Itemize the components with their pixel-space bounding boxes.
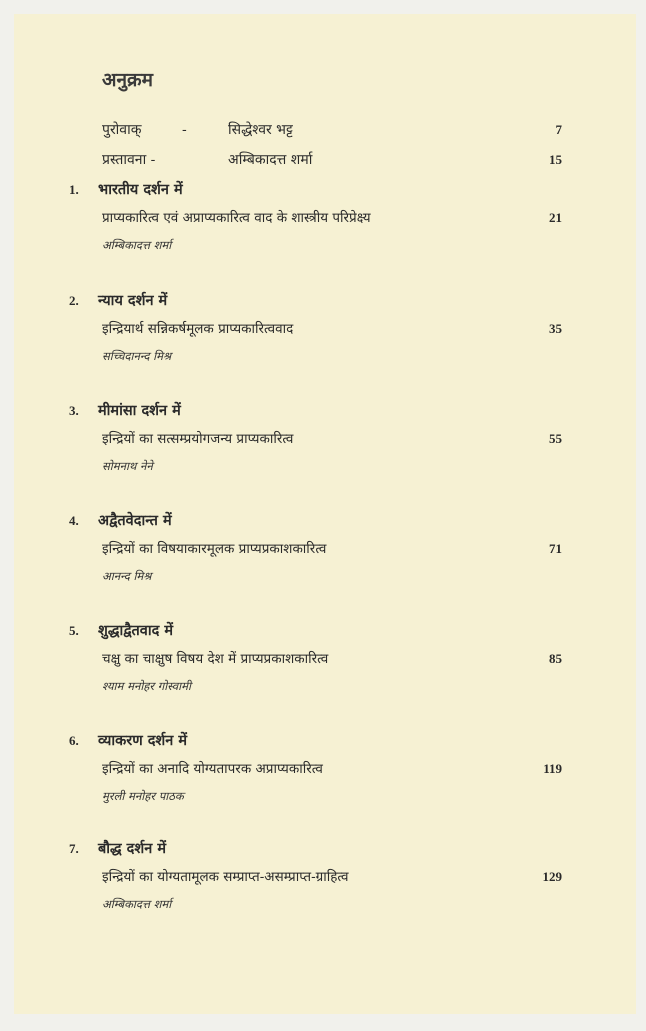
front-matter-page: 7 (555, 122, 562, 137)
chapter-heading: व्याकरण दर्शन में (98, 732, 188, 749)
chapter-title: इन्द्रियों का अनादि योग्यतापरक अप्राप्यकारित्व (102, 761, 323, 777)
book-page (14, 14, 636, 1014)
chapter-heading: भारतीय दर्शन में (98, 181, 183, 198)
chapter-page: 35 (549, 321, 562, 336)
toc-entry (14, 180, 636, 280)
chapter-number: 1. (69, 182, 79, 197)
chapter-title: इन्द्रियों का योग्यतामूलक सम्प्राप्त-असम्प्राप्त-ग्राहित्व (102, 869, 349, 885)
chapter-heading: अद्वैतवेदान्त में (98, 512, 172, 529)
front-matter-page: 15 (549, 152, 562, 167)
chapter-author: अम्बिकादत्त शर्मा (102, 238, 172, 252)
chapter-number: 6. (69, 733, 79, 748)
front-matter-label: प्रस्तावना - (102, 152, 156, 168)
front-matter-row (102, 120, 562, 140)
toc-entry (14, 511, 636, 611)
chapter-title: चक्षु का चाक्षुष विषय देश में प्राप्यप्रकाशकारित्व (102, 651, 329, 667)
chapter-page: 85 (549, 651, 562, 666)
chapter-author: सच्चिदानन्द मिश्र (102, 349, 172, 363)
toc-entry (14, 621, 636, 721)
front-matter-author: सिद्धेश्वर भट्ट (228, 122, 293, 138)
chapter-page: 119 (543, 761, 562, 776)
chapter-title: इन्द्रियार्थ सन्निकर्षमूलक प्राप्यकारित्ववाद (102, 321, 294, 337)
front-matter-dash: - (182, 122, 187, 138)
toc-entry (14, 731, 636, 831)
chapter-author: मुरली मनोहर पाठक (102, 789, 184, 803)
chapter-page: 55 (549, 431, 562, 446)
chapter-heading: शुद्धाद्वैतवाद में (98, 622, 174, 639)
chapter-author: अम्बिकादत्त शर्मा (102, 897, 172, 911)
chapter-number: 5. (69, 623, 79, 638)
chapter-author: आनन्द मिश्र (102, 569, 152, 583)
chapter-page: 71 (549, 541, 562, 556)
chapter-heading: बौद्ध दर्शन में (98, 840, 166, 857)
toc-entry (14, 291, 636, 391)
chapter-number: 3. (69, 403, 79, 418)
chapter-title: इन्द्रियों का विषयाकारमूलक प्राप्यप्रकाशकारित्व (102, 541, 327, 557)
toc-entry (14, 401, 636, 501)
chapter-heading: मीमांसा दर्शन में (98, 402, 181, 419)
chapter-number: 4. (69, 513, 79, 528)
chapter-author: सोमनाथ नेने (102, 459, 153, 473)
chapter-title: प्राप्यकारित्व एवं अप्राप्यकारित्व वाद के शास्त्रीय परिप्रेक्ष्य (102, 210, 371, 226)
chapter-heading: न्याय दर्शन में (98, 292, 168, 309)
chapter-page: 21 (549, 210, 562, 225)
front-matter-author: अम्बिकादत्त शर्मा (228, 152, 313, 168)
chapter-title: इन्द्रियों का सत्सम्प्रयोगजन्य प्राप्यकारित्व (102, 431, 294, 447)
chapter-number: 2. (69, 293, 79, 308)
front-matter-label: पुरोवाक् (102, 122, 142, 138)
toc-entry (14, 839, 636, 939)
front-matter-row (102, 150, 562, 170)
chapter-author: श्याम मनोहर गोस्वामी (102, 679, 191, 693)
chapter-page: 129 (542, 869, 562, 884)
toc-heading: अनुक्रम (102, 69, 154, 91)
chapter-number: 7. (69, 841, 79, 856)
